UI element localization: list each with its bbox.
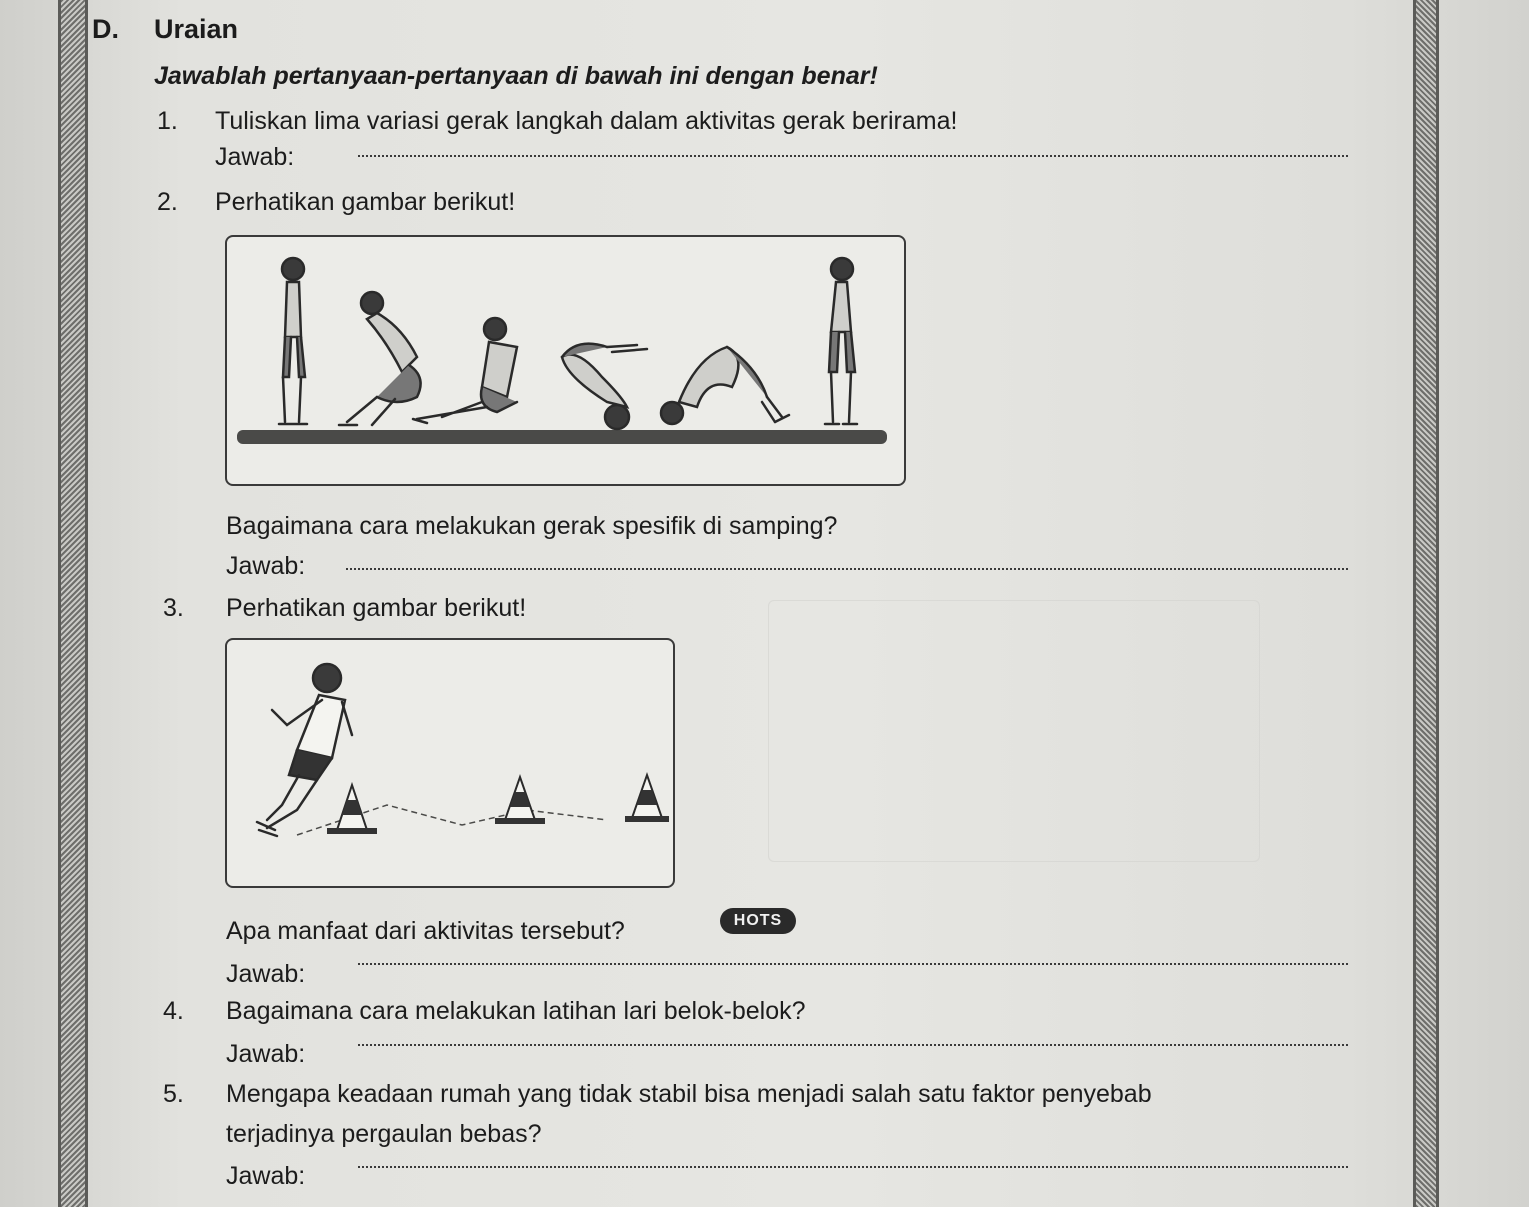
q1-number: 1. xyxy=(157,107,178,135)
q5-number: 5. xyxy=(163,1080,184,1108)
q4-text: Bagaimana cara melakukan latihan lari belok-belok? xyxy=(226,997,806,1025)
q1-answer-label: Jawab: xyxy=(215,143,295,171)
hots-badge: HOTS xyxy=(720,908,796,934)
roll-sequence-figure xyxy=(225,235,906,486)
q3-text: Perhatikan gambar berikut! xyxy=(226,594,527,622)
figure-crouch xyxy=(339,292,421,425)
q3-answer-label: Jawab: xyxy=(226,960,306,988)
q3-number: 3. xyxy=(163,594,184,622)
cone-3 xyxy=(625,775,669,822)
q4-answer-line[interactable] xyxy=(358,1044,1348,1046)
figure-back-extension xyxy=(661,347,789,424)
q2-answer-line[interactable] xyxy=(346,568,1348,570)
faded-bleed-through-figure xyxy=(768,600,1260,862)
gym-mat xyxy=(237,430,887,444)
q4-answer-label: Jawab: xyxy=(226,1040,306,1068)
q5-text-line2: terjadinya pergaulan bebas? xyxy=(226,1120,542,1148)
left-hatched-border xyxy=(58,0,88,1207)
q1-answer-line[interactable] xyxy=(358,155,1348,157)
q2-number: 2. xyxy=(157,188,178,216)
q2-answer-label: Jawab: xyxy=(226,552,306,580)
q5-answer-label: Jawab: xyxy=(226,1162,306,1190)
cone-1 xyxy=(327,785,377,834)
figure-back-roll xyxy=(562,344,647,429)
right-hatched-border xyxy=(1413,0,1439,1207)
section-letter: D. xyxy=(92,14,119,44)
q2-text: Perhatikan gambar berikut! xyxy=(215,188,516,216)
q3-followup: Apa manfaat dari aktivitas tersebut? xyxy=(226,917,625,945)
q1-text: Tuliskan lima variasi gerak langkah dalam aktivitas gerak berirama! xyxy=(215,107,958,135)
figure-standing-end xyxy=(825,258,857,424)
section-title: Uraian xyxy=(154,14,239,44)
q5-text-line1: Mengapa keadaan rumah yang tidak stabil bisa menjadi salah satu faktor penyebab xyxy=(226,1080,1152,1108)
section-instruction: Jawablah pertanyaan-pertanyaan di bawah ini dengan benar! xyxy=(154,62,878,90)
figure-sitting-roll xyxy=(413,318,517,423)
cone-2 xyxy=(495,777,545,824)
roll-sequence-illustration xyxy=(227,237,904,484)
zigzag-run-figure xyxy=(225,638,675,888)
q3-answer-line[interactable] xyxy=(358,963,1348,965)
q4-number: 4. xyxy=(163,997,184,1025)
runner-figure xyxy=(257,664,352,836)
zigzag-run-illustration xyxy=(227,640,673,886)
figure-standing-start xyxy=(279,258,307,424)
q2-followup: Bagaimana cara melakukan gerak spesifik di samping? xyxy=(226,512,838,540)
q5-answer-line[interactable] xyxy=(358,1166,1348,1168)
